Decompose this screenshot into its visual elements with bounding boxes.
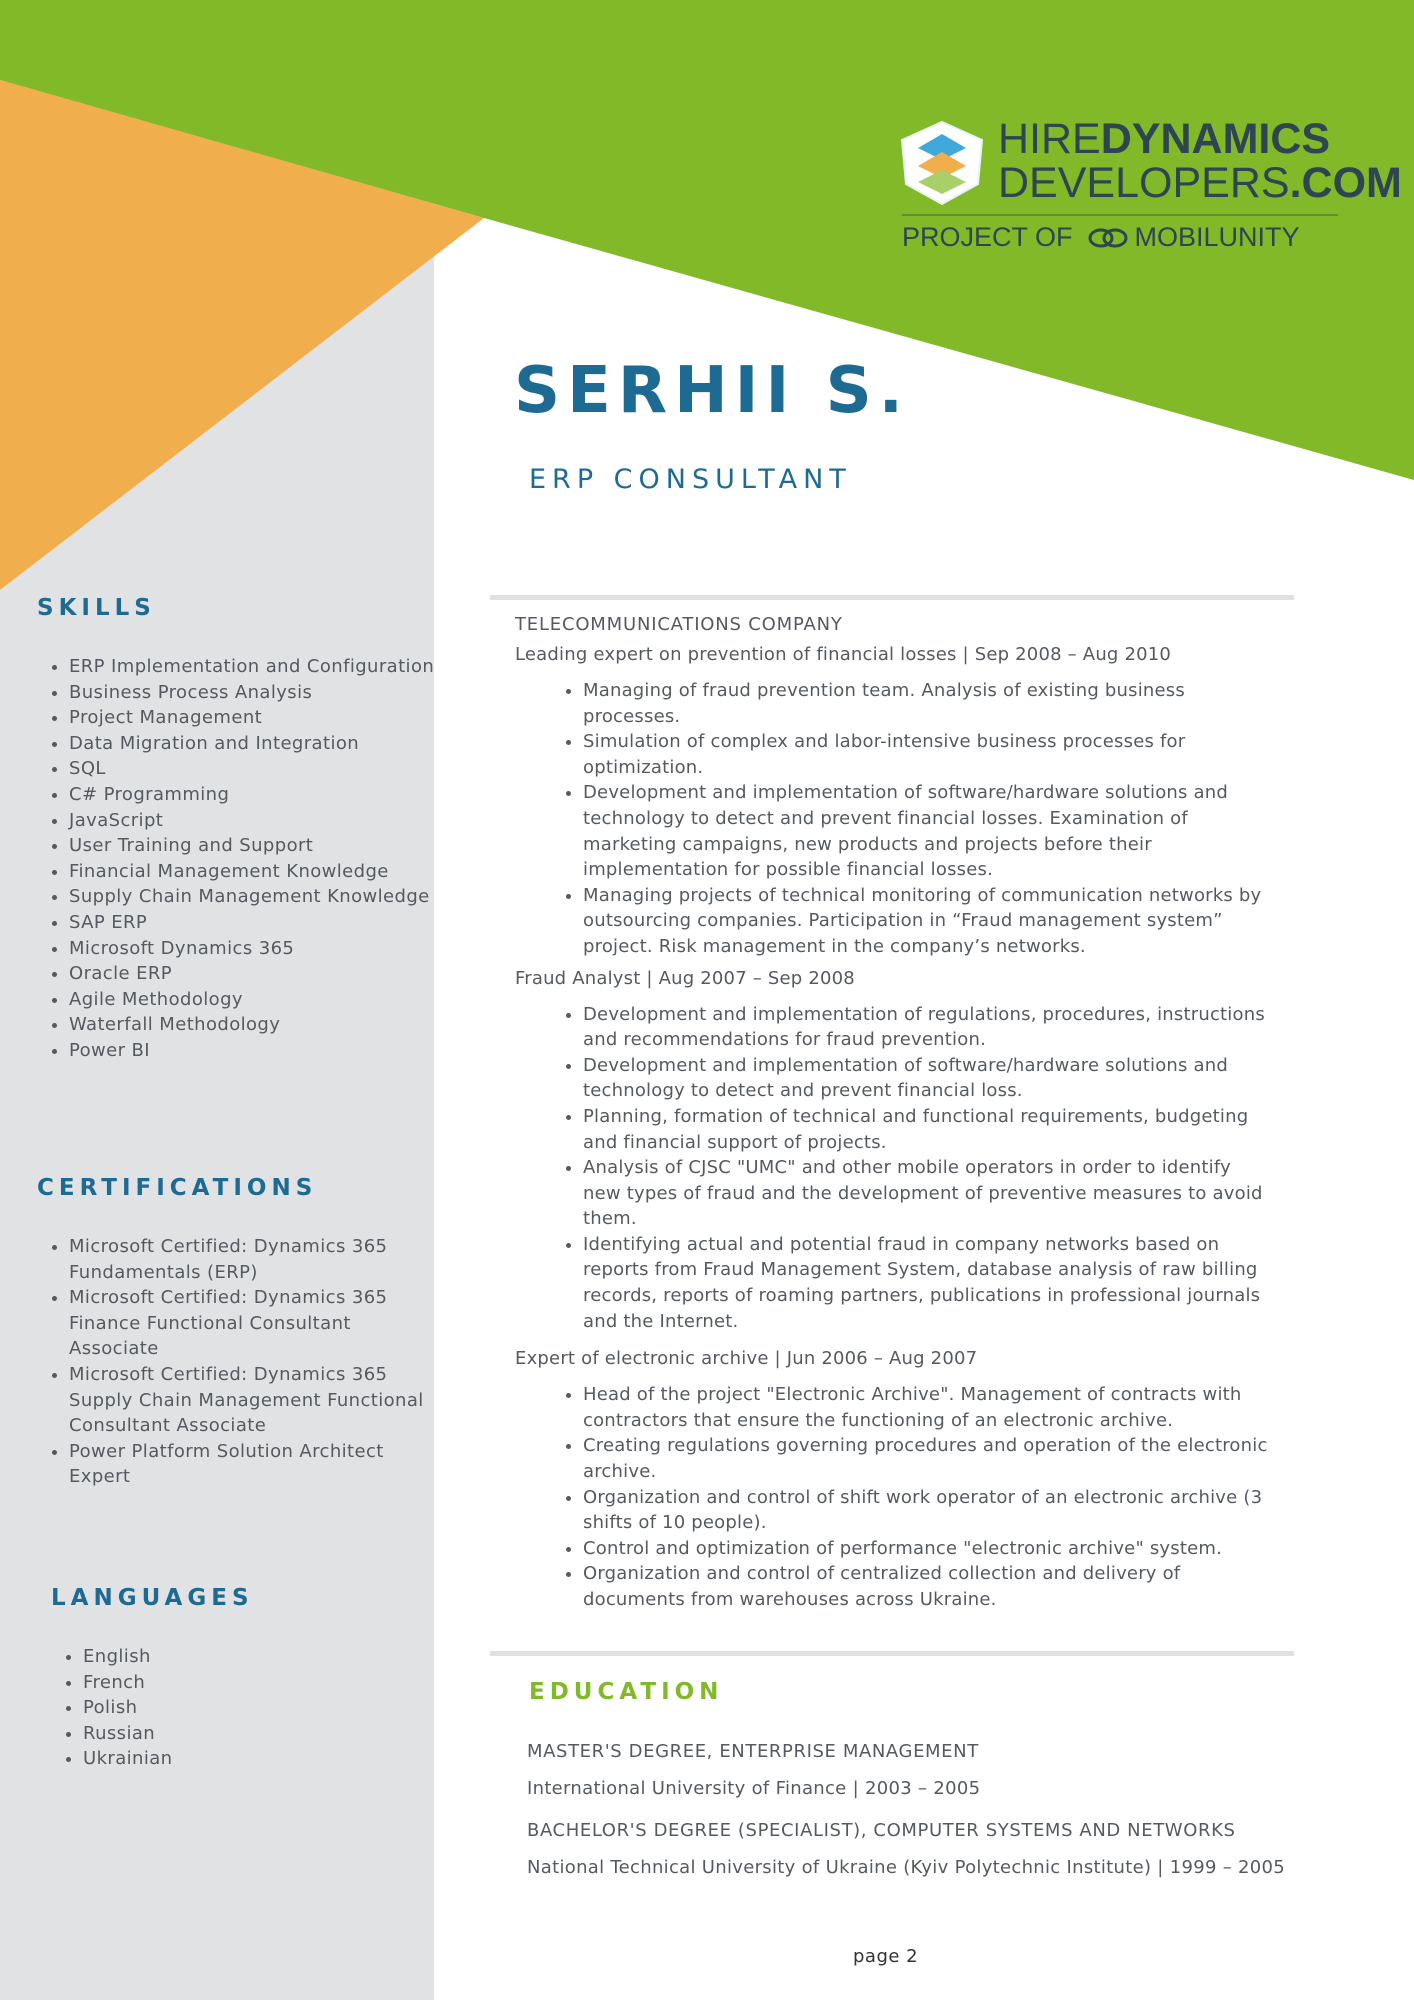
logo-com: .COM — [1289, 159, 1402, 207]
position-bullet: • Managing of fraud prevention team. Analysis of existing business processes. — [583, 678, 1273, 729]
position-bullet: • Development and implementation of regulations, procedures, instructions and recommendations for fraud prevention. — [583, 1002, 1273, 1053]
skill-item: • SAP ERP — [69, 910, 439, 936]
skill-item: • Oracle ERP — [69, 961, 439, 987]
company-name: TELECOMMUNICATIONS COMPANY — [515, 614, 843, 635]
certification-item: • Microsoft Certified: Dynamics 365 Finance Functional Consultant Associate — [69, 1285, 439, 1362]
logo-project-line — [902, 222, 1300, 253]
position-bullet: • Identifying actual and potential fraud in company networks based on reports from Fraud Management System, database analysis of raw billing records, reports of roaming partners, publications in professional journals and the Internet. — [583, 1232, 1273, 1334]
certifications-list — [37, 1234, 439, 1490]
skill-item: • Power BI — [69, 1038, 439, 1064]
education-heading: EDUCATION — [529, 1679, 724, 1705]
language-item: • English — [83, 1644, 383, 1670]
education-degree: BACHELOR'S DEGREE (SPECIALIST), COMPUTER SYSTEMS AND NETWORKS — [527, 1820, 1236, 1841]
page-number: page 2 — [853, 1946, 919, 1967]
skill-item: • Supply Chain Management Knowledge — [69, 884, 439, 910]
certification-item: • Power Platform Solution Architect Expert — [69, 1439, 439, 1490]
hexagon-layers-icon — [898, 120, 986, 206]
languages-heading: LANGUAGES — [51, 1585, 254, 1611]
skill-item: • Microsoft Dynamics 365 — [69, 936, 439, 962]
language-item: • Ukrainian — [83, 1746, 383, 1772]
position-bullet: • Analysis of CJSC "UMC" and other mobile operators in order to identify new types of fraud and the development of preventive measures to avoid them. — [583, 1155, 1273, 1232]
certification-item: • Microsoft Certified: Dynamics 365 Fundamentals (ERP) — [69, 1234, 439, 1285]
skill-item: • JavaScript — [69, 808, 439, 834]
skill-item: • Agile Methodology — [69, 987, 439, 1013]
education-school: National Technical University of Ukraine (Kyiv Polytechnic Institute) | 1999 – 2005 — [527, 1857, 1286, 1878]
position-bullet: • Organization and control of centralized collection and delivery of documents from warehouses across Ukraine. — [583, 1561, 1273, 1612]
position-bullet: • Planning, formation of technical and functional requirements, budgeting and financial support of projects. — [583, 1104, 1273, 1155]
skill-item: • C# Programming — [69, 782, 439, 808]
position-title: Leading expert on prevention of financial losses | Sep 2008 – Aug 2010 — [515, 644, 1172, 665]
languages-list — [51, 1644, 383, 1772]
position-bullet: • Development and implementation of software/hardware solutions and technology to detect and prevent financial losses. Examination of marketing campaigns, new products and projects before their implementation for possible financial losses. — [583, 780, 1273, 882]
position-bullet: • Control and optimization of performance "electronic archive" system. — [583, 1536, 1273, 1562]
education-school: International University of Finance | 2003 – 2005 — [527, 1778, 981, 1799]
skill-item: • User Training and Support — [69, 833, 439, 859]
skills-list — [37, 654, 439, 1064]
skill-item: • Business Process Analysis — [69, 680, 439, 706]
skill-item: • Waterfall Methodology — [69, 1012, 439, 1038]
position-bullet: • Head of the project "Electronic Archive". Management of contracts with contractors that ensure the functioning of an electronic archive. — [583, 1382, 1273, 1433]
logo-line-1 — [998, 116, 1330, 162]
position-bullet: • Managing projects of technical monitoring of communication networks by outsourcing companies. Participation in “Fraud management system” project. Risk management in the company’s networks. — [583, 883, 1273, 960]
education-top-divider — [490, 1651, 1294, 1656]
education-degree: MASTER'S DEGREE, ENTERPRISE MANAGEMENT — [527, 1741, 979, 1762]
skill-item: • Financial Management Knowledge — [69, 859, 439, 885]
position-bullets — [515, 678, 1273, 960]
position-bullet: • Organization and control of shift work operator of an electronic archive (3 shifts of 10 people). — [583, 1485, 1273, 1536]
mobilunity-knot-icon — [1087, 223, 1129, 253]
skill-item: • SQL — [69, 756, 439, 782]
logo-divider — [902, 214, 1338, 216]
skill-item: • ERP Implementation and Configuration — [69, 654, 439, 680]
position-title: Fraud Analyst | Aug 2007 – Sep 2008 — [515, 967, 855, 989]
position-title: Expert of electronic archive | Jun 2006 – Aug 2007 — [515, 1348, 978, 1370]
position-bullet: • Simulation of complex and labor-intensive business processes for optimization. — [583, 729, 1273, 780]
logo-project-of: PROJECT OF — [902, 222, 1073, 252]
language-item: • French — [83, 1670, 383, 1696]
logo-line-2 — [998, 160, 1402, 206]
language-item: • Polish — [83, 1695, 383, 1721]
skills-heading: SKILLS — [37, 595, 156, 621]
position-bullets — [515, 1382, 1273, 1612]
position-bullet: • Creating regulations governing procedures and operation of the electronic archive. — [583, 1433, 1273, 1484]
skill-item: • Data Migration and Integration — [69, 731, 439, 757]
experience-section — [515, 612, 1315, 1613]
logo-developers: DEVELOPERS — [998, 159, 1290, 207]
logo-dynamics: DYNAMICS — [1100, 115, 1331, 163]
experience-top-divider — [490, 595, 1294, 600]
certifications-heading: CERTIFICATIONS — [37, 1175, 318, 1201]
candidate-role: ERP CONSULTANT — [529, 464, 852, 495]
skill-item: • Project Management — [69, 705, 439, 731]
logo-hire: HIRE — [998, 115, 1101, 163]
candidate-name: SERHII S. — [514, 354, 910, 428]
position-bullet: • Development and implementation of software/hardware solutions and technology to detect and prevent financial loss. — [583, 1053, 1273, 1104]
company-logo — [898, 115, 1402, 256]
logo-mobilunity: MOBILUNITY — [1134, 222, 1300, 252]
language-item: • Russian — [83, 1721, 383, 1747]
position-bullets — [515, 1002, 1273, 1335]
certification-item: • Microsoft Certified: Dynamics 365 Supply Chain Management Functional Consultant Associate — [69, 1362, 439, 1439]
